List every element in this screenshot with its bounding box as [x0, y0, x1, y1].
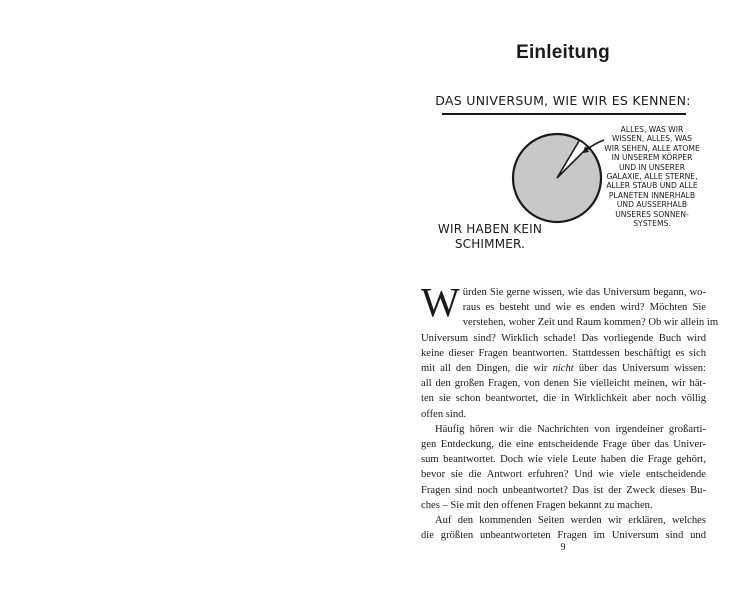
paragraph-1	[421, 279, 719, 422]
pie-label-line: WIR HABEN KEIN	[437, 222, 543, 236]
text-line: bevor sie die Antwort erfuhren? Und wie viele entscheidende	[421, 469, 706, 481]
chapter-title: Einleitung	[516, 42, 610, 63]
annotation-line: IN UNSEREM KÖRPER	[611, 153, 693, 163]
annotation-line: ALLER STAUB UND ALLE	[606, 181, 698, 191]
text-line: die größten unbeantworteten Fragen im Universum sind und	[421, 530, 706, 542]
text-line: Auf den kommenden Seiten werden wir erklären, welches	[435, 515, 706, 527]
emphasis: nicht	[552, 363, 574, 375]
text-line: gen Entdeckung, die eine entscheidende Frage über das Univer-	[421, 439, 706, 451]
annotation-line: UNSERES SONNEN-	[615, 209, 689, 219]
text-line: ürden Sie gerne wissen, wie das Universum begann, wo-	[462, 287, 706, 298]
annotation-text	[600, 125, 704, 228]
text-line: verstehen, woher Zeit und Raum kommen? Ob wir allein im	[462, 317, 719, 329]
pie-label-line: SCHIMMER.	[454, 237, 526, 251]
text-line: Universum sind? Wirklich schade! Das vorliegende Buch wird	[421, 332, 706, 344]
text-line: Fragen sind noch unbeantwortet? Das ist der Zweck dieses Bu-	[421, 484, 706, 496]
pie-label	[420, 222, 560, 252]
text-line: ches – Sie mit den offenen Fragen bekannt zu machen.	[421, 499, 653, 511]
annotation-line: PLANETEN INNERHALB	[608, 190, 696, 200]
text-line: offen sind.	[421, 408, 467, 420]
text-line: keine dieser Fragen beantworten. Stattdessen beschäftigt es sich	[421, 347, 706, 359]
text-line: sum beantwortet. Doch wie viele Leute haben die Frage gehört,	[421, 454, 706, 466]
annotation-line: ALLES, WAS WIR	[620, 125, 684, 134]
text-segment: mit all den Dingen, die wir	[421, 363, 553, 375]
text-line: all den großen Fragen, von denen Sie vielleicht meinen, wir hät-	[421, 378, 706, 390]
page-number: 9	[560, 542, 566, 553]
annotation-line: WISSEN, ALLES, WAS	[612, 134, 692, 144]
annotation-line: UND AUSSERHALB	[616, 200, 688, 210]
annotation-line: SYSTEMS.	[633, 219, 671, 229]
text-line: ten sie schon beantwortet, die in Wirklichkeit aber noch völlig	[421, 393, 706, 405]
text-line: Häufig hören wir die Nachrichten von irgendeiner großarti-	[435, 423, 706, 435]
text-line	[421, 361, 706, 376]
text-line: raus es besteht und wie es enden wird? Möchten Sie	[462, 302, 706, 314]
body-text	[421, 279, 719, 543]
figure-heading: DAS UNIVERSUM, WIE WIR ES KENNEN:	[435, 93, 691, 108]
text-segment: über das Universum wissen:	[573, 363, 706, 375]
annotation-line: GALAXIE, ALLE STERNE,	[606, 172, 698, 182]
paragraph-2	[421, 422, 706, 513]
annotation-line: UND IN UNSERER	[618, 162, 686, 172]
drop-cap: W	[421, 279, 460, 325]
annotation-line: WIR SEHEN, ALLE ATOME	[604, 143, 700, 153]
paragraph-3	[421, 513, 706, 543]
